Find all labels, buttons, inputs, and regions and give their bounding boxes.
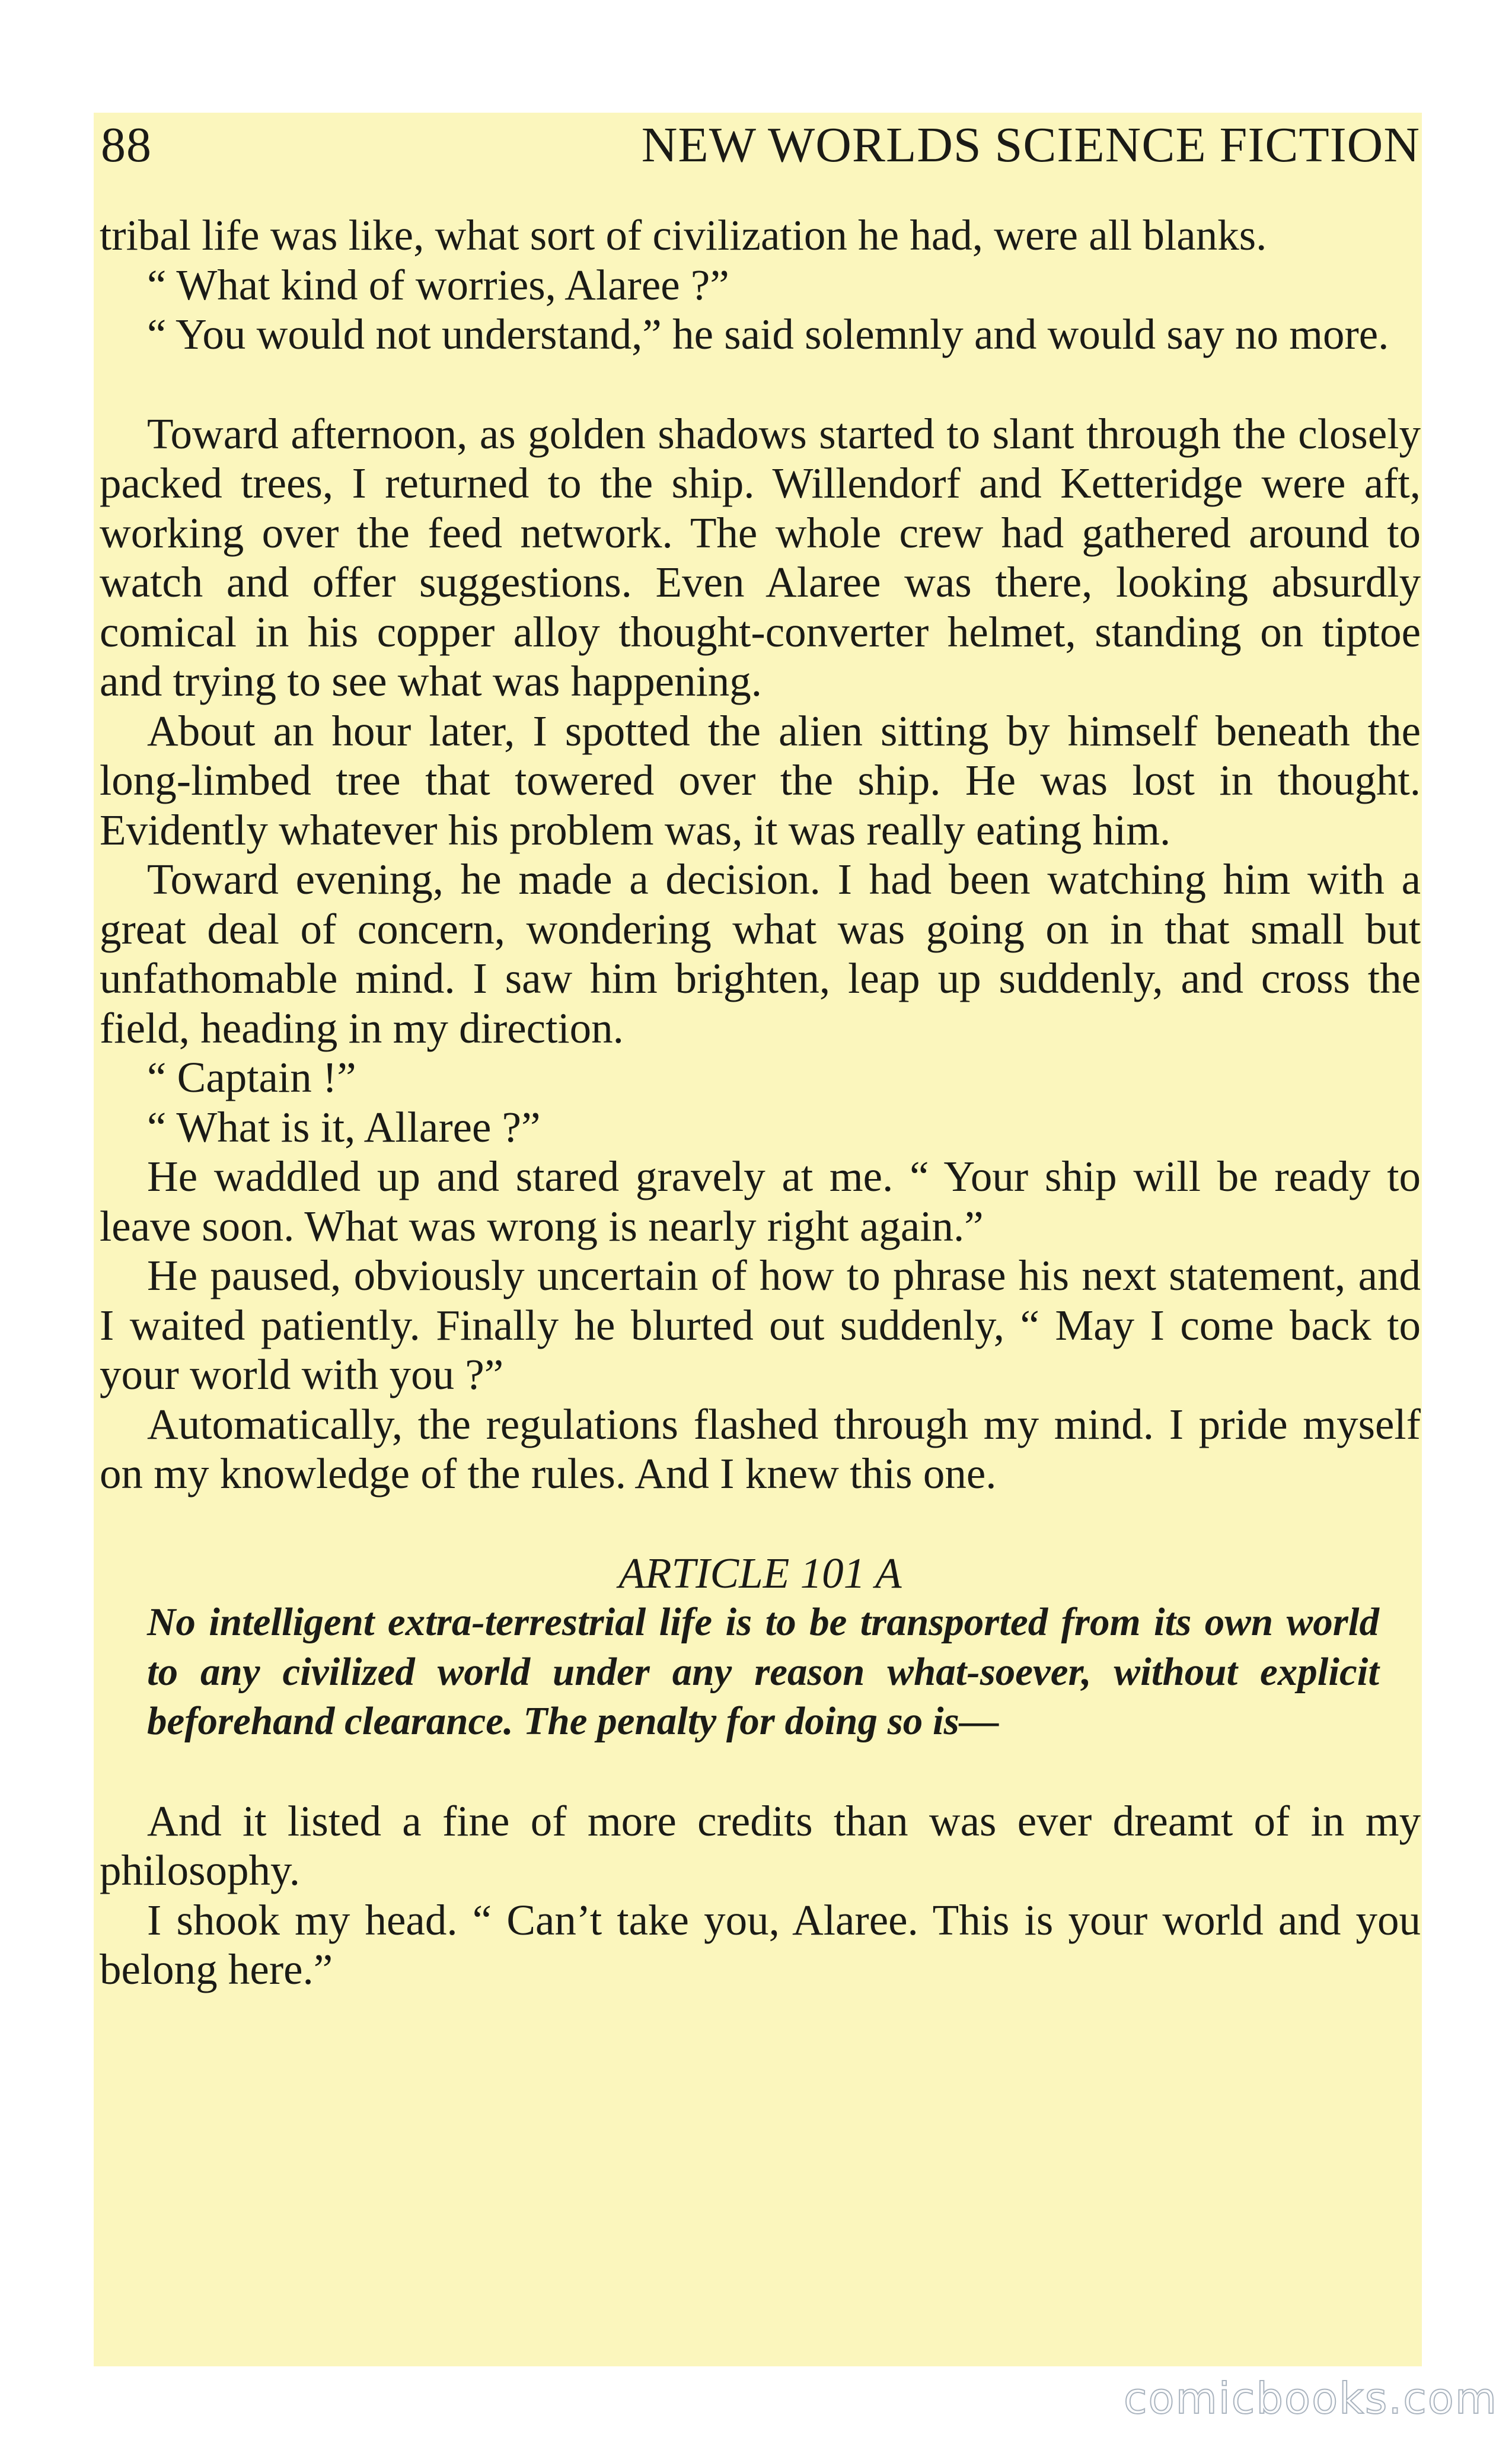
paragraph: I shook my head. “ Can’t take you, Alaree. This is your world and you belong here.” [100, 1895, 1421, 1993]
page-header [101, 113, 1420, 178]
paragraph: tribal life was like, what sort of civilization he had, were all blanks. [100, 211, 1267, 259]
paragraph: And it listed a fine of more credits than was ever dreamt of in my philosophy. [100, 1796, 1421, 1894]
paragraph: About an hour later, I spotted the alien sitting by himself beneath the long-limbed tree that towered over the ship. He was lost in thought. Evidently whatever his problem was, it was really eating him. [100, 706, 1421, 854]
paragraph: Automatically, the regulations flashed through my mind. I pride myself on my knowledge of the rules. And I knew this one. [100, 1400, 1421, 1497]
paragraph: He paused, obviously uncertain of how to phrase his next statement, and I waited patiently. Finally he blurted out suddenly, “ May I come back to your world with you ?” [100, 1251, 1421, 1398]
paragraph: “ Captain !” [147, 1053, 356, 1101]
watermark: comicbooks.com [1123, 2373, 1498, 2423]
article-heading: ARTICLE 101 A [618, 1549, 902, 1597]
paragraph: He waddled up and stared gravely at me. “ Your ship will be ready to leave soon. What was wrong is nearly right again.” [100, 1152, 1421, 1250]
article-text: No intelligent extra-terrestrial life is to be transported from its own world to any civilized world under any reason what-soever, without explicit beforehand clearance. The penalty for doing so is— [147, 1600, 1379, 1743]
paragraph: “ You would not understand,” he said solemnly and would say no more. [147, 310, 1389, 358]
running-title: NEW WORLDS SCIENCE FICTION [641, 117, 1420, 173]
paragraph: Toward afternoon, as golden shadows started to slant through the closely packed trees, I returned to the ship. Willendorf and Ketteridge were aft, working over the feed network. The whole crew had gathered around to watch and offer suggestions. Even Alaree was there, looking absurdly comical in his copper alloy thought-converter helmet, standing on tiptoe and trying to see what was happening. [100, 409, 1421, 705]
paragraph: Toward evening, he made a decision. I had been watching him with a great deal of concern, wondering what was going on in that small but unfathomable mind. I saw him brighten, leap up suddenly, and cross the field, heading in my direction. [100, 855, 1421, 1052]
paragraph: “ What is it, Allaree ?” [147, 1103, 541, 1151]
story-text [100, 211, 1421, 1994]
paragraph: “ What kind of worries, Alaree ?” [147, 260, 729, 309]
page-number: 88 [101, 117, 152, 173]
